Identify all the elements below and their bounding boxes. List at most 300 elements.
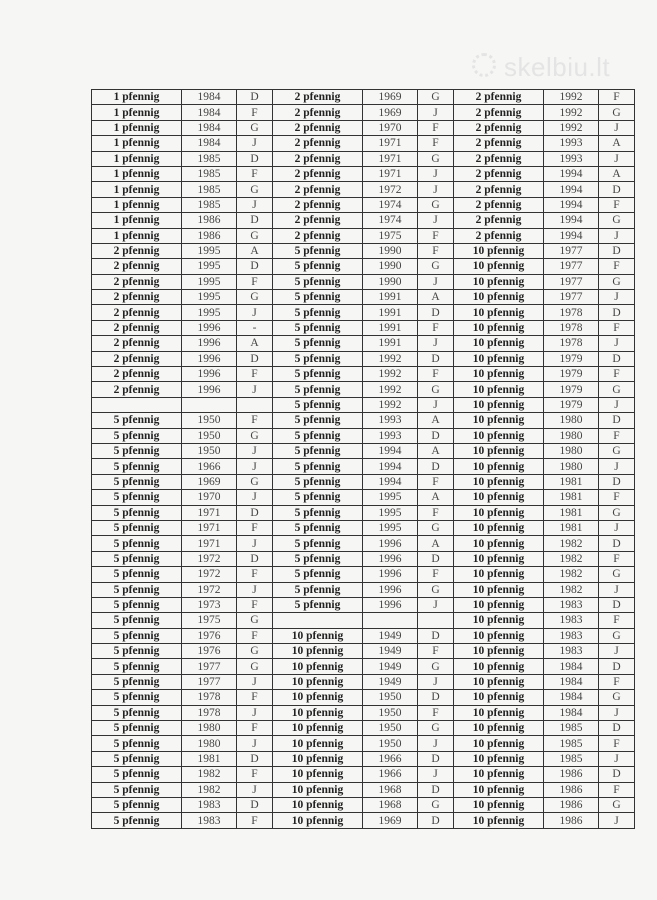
cell-year: 1986 <box>544 767 599 782</box>
cell-name: 5 pfennig <box>273 551 363 566</box>
cell-year: 1994 <box>363 474 418 489</box>
cell-year: 1981 <box>544 505 599 520</box>
cell-mint: J <box>237 197 273 212</box>
cell-year: 1971 <box>182 505 237 520</box>
cell-year: 1992 <box>363 351 418 366</box>
table-row <box>92 567 635 582</box>
cell-name: 5 pfennig <box>273 413 363 428</box>
cell-name: 5 pfennig <box>273 397 363 412</box>
cell-name: 5 pfennig <box>92 567 182 582</box>
cell-mint: J <box>599 397 635 412</box>
cell-mint: D <box>237 505 273 520</box>
cell-mint: G <box>599 443 635 458</box>
cell-mint: J <box>237 536 273 551</box>
cell-name: 2 pfennig <box>273 228 363 243</box>
cell-mint: J <box>599 151 635 166</box>
cell-year: 1972 <box>182 551 237 566</box>
cell-name: 5 pfennig <box>273 336 363 351</box>
cell-year: 1949 <box>363 628 418 643</box>
cell-name: 10 pfennig <box>273 782 363 797</box>
cell-name: 10 pfennig <box>273 751 363 766</box>
cell-mint <box>237 397 273 412</box>
cell-year: 1996 <box>182 320 237 335</box>
cell-mint: G <box>237 290 273 305</box>
cell-mint: J <box>237 136 273 151</box>
cell-name: 2 pfennig <box>454 213 544 228</box>
cell-mint: J <box>418 213 454 228</box>
cell-mint: A <box>418 443 454 458</box>
cell-year: 1985 <box>544 721 599 736</box>
cell-mint: - <box>237 320 273 335</box>
cell-mint: J <box>418 336 454 351</box>
table-row <box>92 228 635 243</box>
cell-year: 1974 <box>363 197 418 212</box>
cell-name: 5 pfennig <box>92 751 182 766</box>
cell-year: 1996 <box>182 367 237 382</box>
cell-name: 2 pfennig <box>92 243 182 258</box>
cell-mint: J <box>237 582 273 597</box>
cell-name: 5 pfennig <box>273 382 363 397</box>
cell-mint: J <box>599 582 635 597</box>
cell-name: 5 pfennig <box>92 505 182 520</box>
coin-list-table <box>91 89 635 829</box>
table-row <box>92 490 635 505</box>
cell-name: 10 pfennig <box>454 567 544 582</box>
cell-year: 1984 <box>182 90 237 105</box>
cell-year: 1978 <box>182 705 237 720</box>
cell-year: 1982 <box>544 582 599 597</box>
cell-name: 2 pfennig <box>92 351 182 366</box>
cell-year: 1977 <box>544 259 599 274</box>
cell-year: 1982 <box>182 782 237 797</box>
cell-year: 1994 <box>544 228 599 243</box>
cell-year: 1983 <box>182 813 237 828</box>
cell-mint: J <box>599 644 635 659</box>
cell-name: 5 pfennig <box>92 705 182 720</box>
cell-name: 1 pfennig <box>92 182 182 197</box>
cell-name: 10 pfennig <box>454 551 544 566</box>
cell-mint: J <box>418 597 454 612</box>
cell-mint: G <box>418 659 454 674</box>
cell-year: 1968 <box>363 797 418 812</box>
cell-mint: D <box>599 659 635 674</box>
cell-mint: G <box>599 213 635 228</box>
cell-mint: J <box>599 813 635 828</box>
cell-name <box>92 397 182 412</box>
table-row <box>92 90 635 105</box>
cell-name: 1 pfennig <box>92 151 182 166</box>
table-row <box>92 474 635 489</box>
cell-name: 5 pfennig <box>273 428 363 443</box>
cell-name: 5 pfennig <box>273 536 363 551</box>
cell-mint: J <box>599 120 635 135</box>
cell-mint: F <box>599 674 635 689</box>
cell-year: 1986 <box>544 813 599 828</box>
cell-year: 1950 <box>182 413 237 428</box>
table-row <box>92 597 635 612</box>
cell-mint: F <box>599 551 635 566</box>
cell-name: 10 pfennig <box>454 797 544 812</box>
cell-mint: G <box>418 197 454 212</box>
cell-name: 5 pfennig <box>92 536 182 551</box>
cell-mint: D <box>599 597 635 612</box>
table-row <box>92 182 635 197</box>
table-row <box>92 705 635 720</box>
cell-mint: D <box>237 551 273 566</box>
cell-name: 2 pfennig <box>454 105 544 120</box>
cell-year: 1971 <box>363 151 418 166</box>
cell-name: 2 pfennig <box>273 213 363 228</box>
cell-name: 2 pfennig <box>454 182 544 197</box>
cell-mint: F <box>237 413 273 428</box>
cell-year: 1982 <box>182 767 237 782</box>
cell-name: 1 pfennig <box>92 213 182 228</box>
cell-mint: G <box>418 259 454 274</box>
table-row <box>92 628 635 643</box>
table-row <box>92 166 635 181</box>
cell-year: 1993 <box>544 151 599 166</box>
cell-year: 1994 <box>363 459 418 474</box>
table-row <box>92 782 635 797</box>
cell-year: 1950 <box>363 690 418 705</box>
cell-year: 1972 <box>182 567 237 582</box>
cell-mint: D <box>599 536 635 551</box>
cell-mint: J <box>418 105 454 120</box>
cell-name: 10 pfennig <box>454 336 544 351</box>
cell-name: 2 pfennig <box>454 151 544 166</box>
cell-name: 10 pfennig <box>454 613 544 628</box>
cell-year: 1974 <box>363 213 418 228</box>
cell-year: 1970 <box>182 490 237 505</box>
cell-name: 10 pfennig <box>454 397 544 412</box>
cell-year: 1973 <box>182 597 237 612</box>
cell-year: 1992 <box>544 105 599 120</box>
cell-year: 1996 <box>363 551 418 566</box>
cell-mint: J <box>237 782 273 797</box>
cell-name: 2 pfennig <box>273 90 363 105</box>
cell-mint: F <box>237 813 273 828</box>
cell-name: 1 pfennig <box>92 136 182 151</box>
cell-year: 1990 <box>363 243 418 258</box>
cell-year: 1980 <box>544 413 599 428</box>
cell-mint: F <box>237 567 273 582</box>
cell-name: 10 pfennig <box>454 736 544 751</box>
cell-year: 1978 <box>544 305 599 320</box>
cell-mint <box>418 613 454 628</box>
table-row <box>92 320 635 335</box>
cell-mint: G <box>418 721 454 736</box>
cell-mint: J <box>418 182 454 197</box>
cell-year: 1968 <box>363 782 418 797</box>
table-row <box>92 428 635 443</box>
cell-name: 2 pfennig <box>92 259 182 274</box>
cell-year: 1996 <box>182 336 237 351</box>
cell-year: 1992 <box>363 382 418 397</box>
cell-year: 1995 <box>363 490 418 505</box>
cell-year: 1985 <box>182 197 237 212</box>
table-row <box>92 505 635 520</box>
cell-mint: D <box>599 243 635 258</box>
cell-mint: F <box>237 166 273 181</box>
table-row <box>92 413 635 428</box>
cell-name: 10 pfennig <box>454 505 544 520</box>
cell-mint: J <box>599 290 635 305</box>
cell-name: 5 pfennig <box>273 274 363 289</box>
cell-name: 2 pfennig <box>92 274 182 289</box>
cell-year: 1995 <box>363 505 418 520</box>
table-row <box>92 751 635 766</box>
cell-mint: F <box>418 136 454 151</box>
cell-mint: G <box>599 567 635 582</box>
cell-year: 1977 <box>544 290 599 305</box>
table-row <box>92 151 635 166</box>
cell-mint: A <box>418 290 454 305</box>
cell-name: 2 pfennig <box>92 320 182 335</box>
table-row <box>92 397 635 412</box>
cell-mint: D <box>418 428 454 443</box>
cell-year: 1995 <box>363 520 418 535</box>
cell-year: 1971 <box>182 520 237 535</box>
cell-name: 10 pfennig <box>454 536 544 551</box>
cell-name: 10 pfennig <box>454 474 544 489</box>
cell-name: 5 pfennig <box>92 628 182 643</box>
cell-mint: J <box>599 459 635 474</box>
cell-mint: G <box>418 582 454 597</box>
cell-mint: J <box>237 490 273 505</box>
cell-name: 10 pfennig <box>454 721 544 736</box>
cell-year: 1986 <box>544 782 599 797</box>
cell-name: 5 pfennig <box>273 305 363 320</box>
cell-year: 1983 <box>544 628 599 643</box>
cell-name <box>273 613 363 628</box>
cell-mint: G <box>599 690 635 705</box>
table-row <box>92 551 635 566</box>
cell-mint: F <box>237 597 273 612</box>
cell-year: 1981 <box>544 520 599 535</box>
cell-year: 1996 <box>182 351 237 366</box>
cell-year: 1985 <box>182 182 237 197</box>
cell-mint: F <box>418 320 454 335</box>
cell-year: 1996 <box>363 597 418 612</box>
table-row <box>92 105 635 120</box>
cell-name: 10 pfennig <box>454 597 544 612</box>
cell-mint: F <box>237 767 273 782</box>
cell-mint: G <box>599 797 635 812</box>
cell-year: 1996 <box>363 536 418 551</box>
cell-year: 1978 <box>544 336 599 351</box>
cell-name: 5 pfennig <box>92 459 182 474</box>
cell-name: 5 pfennig <box>273 367 363 382</box>
cell-year: 1971 <box>182 536 237 551</box>
cell-name: 1 pfennig <box>92 228 182 243</box>
cell-mint: G <box>599 105 635 120</box>
cell-mint: F <box>599 613 635 628</box>
cell-mint: J <box>418 274 454 289</box>
cell-mint: F <box>418 120 454 135</box>
cell-year: 1994 <box>544 182 599 197</box>
cell-name: 2 pfennig <box>273 197 363 212</box>
cell-name: 5 pfennig <box>273 597 363 612</box>
cell-name: 10 pfennig <box>454 674 544 689</box>
cell-mint: A <box>237 336 273 351</box>
cell-year: 1991 <box>363 290 418 305</box>
cell-name: 10 pfennig <box>273 659 363 674</box>
cell-mint: G <box>599 505 635 520</box>
cell-mint: F <box>599 736 635 751</box>
cell-mint: G <box>237 644 273 659</box>
cell-year: 1949 <box>363 674 418 689</box>
cell-name: 10 pfennig <box>454 320 544 335</box>
cell-name: 2 pfennig <box>273 151 363 166</box>
cell-mint: F <box>237 274 273 289</box>
cell-name: 5 pfennig <box>92 721 182 736</box>
table-row <box>92 243 635 258</box>
cell-year: 1991 <box>363 320 418 335</box>
cell-year: 1980 <box>544 428 599 443</box>
cell-name: 10 pfennig <box>454 705 544 720</box>
cell-mint: D <box>599 351 635 366</box>
cell-name: 10 pfennig <box>273 767 363 782</box>
cell-mint: D <box>237 751 273 766</box>
cell-mint: G <box>237 474 273 489</box>
cell-mint: F <box>237 628 273 643</box>
cell-name: 2 pfennig <box>273 136 363 151</box>
cell-mint: D <box>237 151 273 166</box>
cell-mint: F <box>599 367 635 382</box>
cell-name: 2 pfennig <box>273 182 363 197</box>
table-row <box>92 813 635 828</box>
table-row <box>92 459 635 474</box>
cell-name: 5 pfennig <box>92 428 182 443</box>
cell-name: 10 pfennig <box>454 243 544 258</box>
cell-mint: F <box>599 428 635 443</box>
cell-name: 10 pfennig <box>454 459 544 474</box>
cell-name: 10 pfennig <box>273 690 363 705</box>
cell-mint: G <box>599 382 635 397</box>
cell-year: 1950 <box>363 736 418 751</box>
cell-year: 1969 <box>363 90 418 105</box>
cell-year: 1969 <box>182 474 237 489</box>
cell-year <box>182 397 237 412</box>
cell-mint: D <box>237 259 273 274</box>
cell-year: 1969 <box>363 105 418 120</box>
cell-name: 10 pfennig <box>454 490 544 505</box>
cell-mint: D <box>599 413 635 428</box>
cell-year: 1992 <box>544 90 599 105</box>
cell-year: 1950 <box>182 443 237 458</box>
cell-mint: D <box>599 474 635 489</box>
cell-year: 1992 <box>363 367 418 382</box>
cell-year: 1995 <box>182 243 237 258</box>
cell-year: 1994 <box>363 443 418 458</box>
cell-mint: J <box>418 767 454 782</box>
table-row <box>92 736 635 751</box>
cell-name: 1 pfennig <box>92 197 182 212</box>
cell-mint: D <box>237 90 273 105</box>
cell-name: 2 pfennig <box>454 90 544 105</box>
cell-year: 1985 <box>182 166 237 181</box>
cell-mint: D <box>599 305 635 320</box>
cell-name: 5 pfennig <box>92 474 182 489</box>
cell-year <box>363 613 418 628</box>
cell-year: 1978 <box>182 690 237 705</box>
cell-name: 2 pfennig <box>92 336 182 351</box>
cell-name: 10 pfennig <box>273 797 363 812</box>
cell-year: 1983 <box>182 797 237 812</box>
cell-year: 1984 <box>182 105 237 120</box>
cell-name: 2 pfennig <box>273 166 363 181</box>
cell-name: 5 pfennig <box>273 582 363 597</box>
cell-year: 1966 <box>182 459 237 474</box>
cell-name: 5 pfennig <box>92 413 182 428</box>
table-row <box>92 367 635 382</box>
cell-year: 1990 <box>363 274 418 289</box>
table-row <box>92 120 635 135</box>
cell-name: 5 pfennig <box>273 351 363 366</box>
cell-name: 5 pfennig <box>92 797 182 812</box>
cell-mint: G <box>237 428 273 443</box>
cell-mint: G <box>418 520 454 535</box>
cell-name: 5 pfennig <box>273 290 363 305</box>
table-row <box>92 274 635 289</box>
cell-mint: F <box>599 90 635 105</box>
cell-name: 5 pfennig <box>92 767 182 782</box>
cell-year: 1969 <box>363 813 418 828</box>
cell-name: 10 pfennig <box>454 382 544 397</box>
cell-year: 1995 <box>182 305 237 320</box>
cell-year: 1971 <box>363 136 418 151</box>
cell-year: 1991 <box>363 305 418 320</box>
cell-year: 1949 <box>363 644 418 659</box>
table-row <box>92 290 635 305</box>
cell-year: 1949 <box>363 659 418 674</box>
cell-name: 5 pfennig <box>273 567 363 582</box>
cell-year: 1980 <box>544 443 599 458</box>
watermark <box>472 52 610 83</box>
cell-mint: D <box>418 813 454 828</box>
cell-mint: F <box>418 644 454 659</box>
cell-mint: J <box>237 736 273 751</box>
cell-mint: G <box>599 274 635 289</box>
cell-year: 1977 <box>544 274 599 289</box>
cell-name: 1 pfennig <box>92 166 182 181</box>
cell-year: 1986 <box>544 797 599 812</box>
table-row <box>92 767 635 782</box>
cell-name: 10 pfennig <box>454 443 544 458</box>
cell-mint: F <box>418 243 454 258</box>
cell-name: 2 pfennig <box>92 382 182 397</box>
cell-name: 10 pfennig <box>454 767 544 782</box>
cell-name: 10 pfennig <box>273 736 363 751</box>
cell-name: 10 pfennig <box>454 644 544 659</box>
table-row <box>92 674 635 689</box>
cell-name: 2 pfennig <box>92 290 182 305</box>
cell-year: 1984 <box>544 690 599 705</box>
cell-year: 1966 <box>363 767 418 782</box>
cell-name: 10 pfennig <box>454 259 544 274</box>
cell-name: 5 pfennig <box>273 520 363 535</box>
cell-mint: J <box>237 305 273 320</box>
cell-mint: F <box>599 320 635 335</box>
cell-name: 10 pfennig <box>454 290 544 305</box>
cell-name: 10 pfennig <box>454 351 544 366</box>
cell-year: 1982 <box>544 551 599 566</box>
cell-mint: F <box>418 367 454 382</box>
cell-name: 5 pfennig <box>92 644 182 659</box>
table-row <box>92 213 635 228</box>
cell-year: 1970 <box>363 120 418 135</box>
cell-mint: A <box>237 243 273 258</box>
